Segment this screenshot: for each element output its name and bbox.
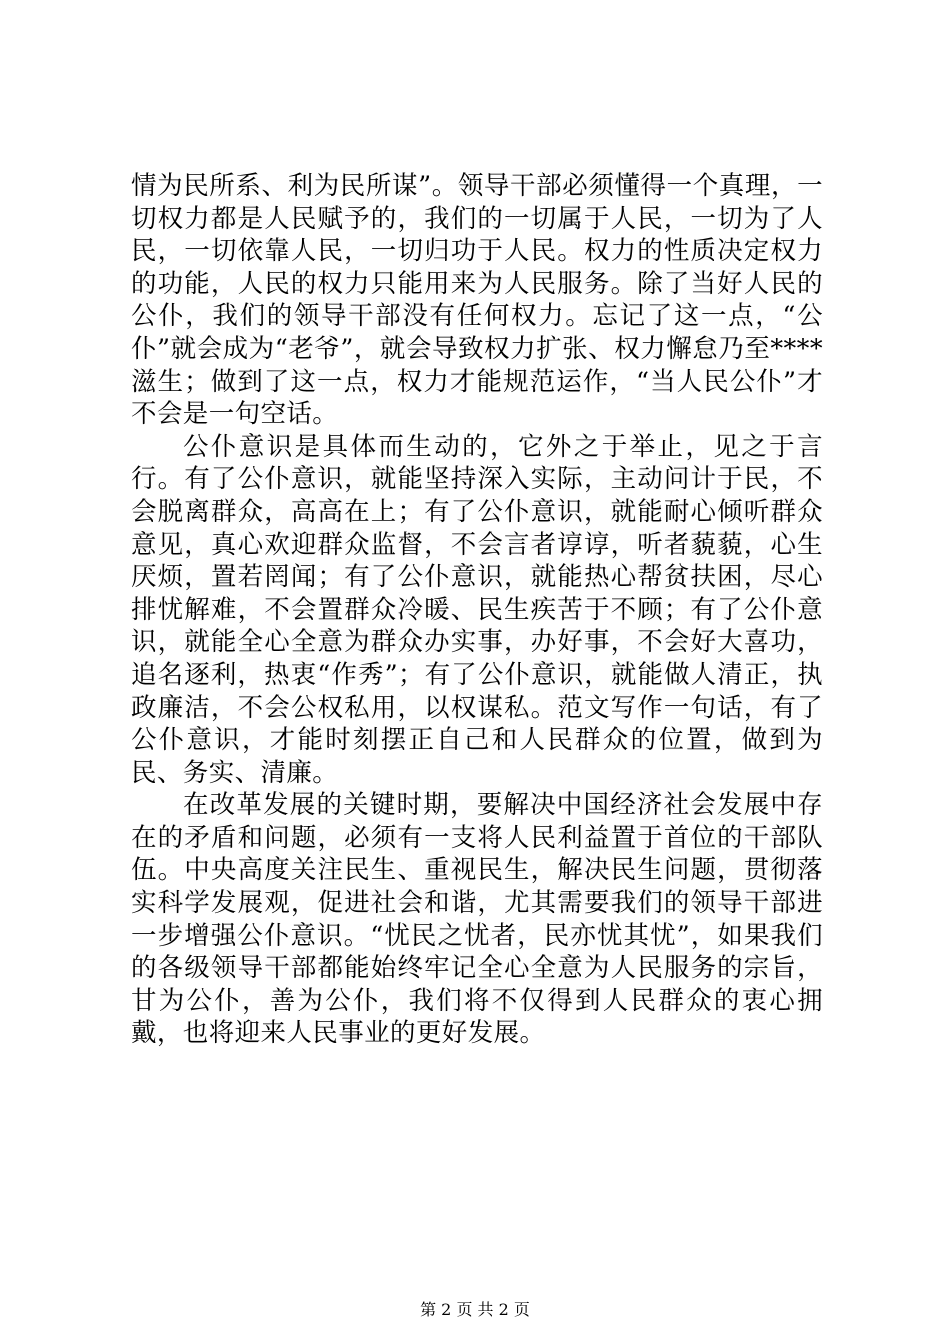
paragraph: 公仆意识是具体而生动的，它外之于举止，见之于言行。有了公仆意识，就能坚持深入实际，主动问计于民，不会脱离群众，高高在上；有了公仆意识，就能耐心倾听群众意见，真心欢迎群众监督，不会言者谆谆，听者藐藐，心生厌烦，置若罔闻；有了公仆意识，就能热心帮贫扶困，尽心排忧解难，不会置群众冷暖、民生疾苦于不顾；有了公仆意识，就能全心全意为群众办实事，办好事，不会好大喜功，追名逐利，热衷“作秀”；有了公仆意识，就能做人清正，执政廉洁，不会公权私用，以权谋私。范文写作一句话，有了公仆意识，才能时刻摆正自己和人民群众的位置，做到为民、务实、清廉。 (131, 431, 823, 788)
page-footer: 第 2 页 共 2 页 (420, 1300, 530, 1319)
paragraph: 在改革发展的关键时期，要解决中国经济社会发展中存在的矛盾和问题，必须有一支将人民利益置于首位的干部队伍。中央高度关注民生、重视民生，解决民生问题，贯彻落实科学发展观，促进社会和谐，尤其需要我们的领导干部进一步增强公仆意识。“忧民之忧者，民亦忧其忧”，如果我们的各级领导干部都能始终牢记全心全意为人民服务的宗旨，甘为公仆，善为公仆，我们将不仅得到人民群众的衷心拥戴，也将迎来人民事业的更好发展。 (131, 790, 823, 1049)
paragraph: 情为民所系、利为民所谋”。领导干部必须懂得一个真理，一切权力都是人民赋予的，我们的一切属于人民，一切为了人民，一切依靠人民，一切归功于人民。权力的性质决定权力的功能，人民的权力只能用来为人民服务。除了当好人民的公仆，我们的领导干部没有任何权力。忘记了这一点，“公仆”就会成为“老爷”，就会导致权力扩张、权力懈怠乃至****滋生；做到了这一点，权力才能规范运作，“当人民公仆”才不会是一句空话。 (131, 171, 823, 430)
document-body (131, 170, 823, 1050)
